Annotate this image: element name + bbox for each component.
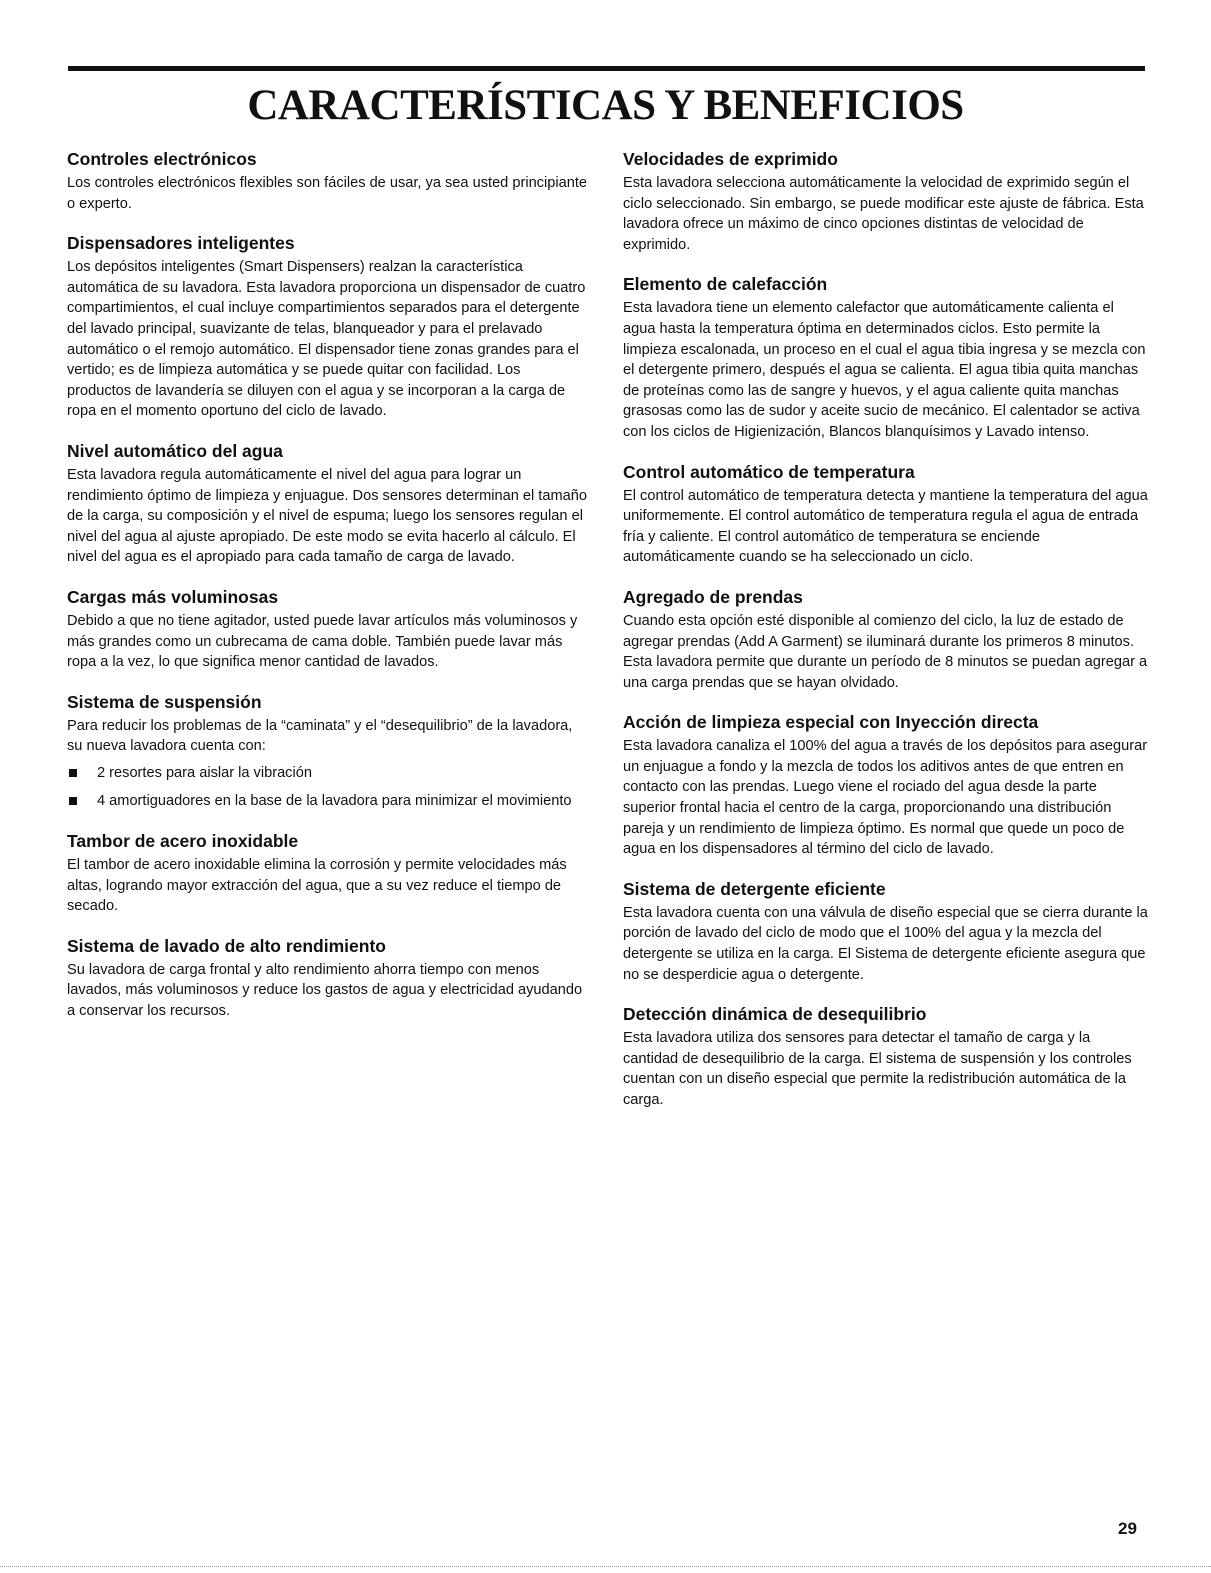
left-column <box>67 148 587 1040</box>
list-item <box>67 791 587 812</box>
bottom-dotted-border <box>0 1566 1211 1567</box>
section-body: Su lavadora de carga frontal y alto rendimiento ahorra tiempo con menos lavados, más voluminosos y reduce los gastos de agua y electricidad ayudando a conservar los recursos. <box>67 961 583 1020</box>
section-heading: Sistema de suspensión <box>67 691 262 712</box>
section-sistema-detergente-eficiente <box>623 878 1148 985</box>
section-body: Esta lavadora regula automáticamente el nivel del agua para lograr un rendimiento óptimo de limpieza y enjuague. Dos sensores determinan el tamaño de la carga, su composición y el nivel de espuma; luego los sensores regulan el nivel del agua al ajuste apropiado. De este modo se evita hacerlo al cálculo. El nivel del agua es el apropiado para cada tamaño de carga de lavado. <box>67 466 587 566</box>
section-body: Esta lavadora canaliza el 100% del agua a través de los depósitos para asegurar un enjuague a fondo y la mezcla de todos los aditivos antes de que entren en contacto con las prendas. Luego viene el rociado del agua desde la parte superior frontal hacia el centro de la carga, proporcionando una distribución pareja y un rendimiento de limpieza óptimo. Es normal que quede un poco de agua en los dispensadores al término del ciclo de lavado. <box>623 738 1148 858</box>
header-rule <box>68 66 1145 71</box>
section-nivel-automatico-agua <box>67 440 587 568</box>
section-body: Los controles electrónicos flexibles son fáciles de usar, ya sea usted principiante o experto. <box>67 175 587 212</box>
section-velocidades-exprimido <box>623 148 1148 255</box>
section-body: Esta lavadora utiliza dos sensores para detectar el tamaño de carga y la cantidad de desequilibrio de la carga. El sistema de suspensión y los controles cuentan con un diseño especial que permite la redistribución automática de la carga. <box>623 1030 1132 1108</box>
section-sistema-lavado-alto-rendimiento <box>67 935 587 1022</box>
section-heading: Dispensadores inteligentes <box>67 233 295 254</box>
section-heading: Agregado de prendas <box>623 586 803 607</box>
section-heading: Sistema de detergente eficiente <box>623 878 886 899</box>
section-heading: Sistema de lavado de alto rendimiento <box>67 935 386 956</box>
section-heading: Cargas más voluminosas <box>67 586 279 607</box>
section-heading: Tambor de acero inoxidable <box>67 831 299 852</box>
section-dispensadores-inteligentes <box>67 232 587 422</box>
section-control-automatico-temperatura <box>623 461 1148 568</box>
right-column <box>623 148 1148 1129</box>
list-item <box>67 763 587 784</box>
page-number: 29 <box>1118 1519 1137 1538</box>
section-body: Los depósitos inteligentes (Smart Dispensers) realzan la característica automática de su lavadora. Esta lavadora proporciona un dispensador de cuatro compartimientos, el cual incluye compartimientos separados para el detergente del lavado principal, suavizante de telas, blanqueador y para el prelavado automático o el remojo automático. El dispensador tiene zonas grandes para el vertido; es de limpieza automática y se puede quitar con facilidad. Los productos de lavandería se diluyen con el agua y se incorporan a la carga de ropa en el momento oportuno del ciclo de lavado. <box>67 259 586 420</box>
section-heading: Nivel automático del agua <box>67 440 283 461</box>
section-deteccion-dinamica-desequilibrio <box>623 1003 1148 1110</box>
square-bullet-icon <box>69 769 77 777</box>
section-accion-limpieza-especial <box>623 711 1148 860</box>
section-controles-electronicos <box>67 148 587 214</box>
section-body: Esta lavadora selecciona automáticamente la velocidad de exprimido según el ciclo seleccionado. Sin embargo, se puede modificar este ajuste de fábrica. Esta lavadora ofrece un máximo de cinco opciones distintas de velocidad de exprimido. <box>623 175 1144 253</box>
page-title: CARACTERÍSTICAS Y BENEFICIOS <box>247 82 964 129</box>
section-elemento-calefaccion <box>623 273 1148 442</box>
section-body: Cuando esta opción esté disponible al comienzo del ciclo, la luz de estado de agregar prendas (Add A Garment) se iluminará durante los primeros 8 minutos. Esta lavadora permite que durante un período de 8 minutos se puedan agregar a una carga prendas que se hayan olvidado. <box>623 612 1148 691</box>
section-agregado-prendas <box>623 586 1148 693</box>
list-item-text: 4 amortiguadores en la base de la lavadora para minimizar el movimiento <box>97 793 572 810</box>
section-cargas-mas-voluminosas <box>67 586 587 673</box>
section-sistema-suspension <box>67 691 587 812</box>
section-heading: Elemento de calefacción <box>623 274 828 295</box>
list-item-text: 2 resortes para aislar la vibración <box>97 764 312 781</box>
bullet-list <box>67 763 587 812</box>
section-heading: Acción de limpieza especial con Inyección directa <box>623 712 1039 733</box>
section-body: Esta lavadora tiene un elemento calefactor que automáticamente calienta el agua hasta la temperatura óptima en determinados ciclos. Esto permite la limpieza escalonada, un proceso en el cual el agua tibia ingresa y se mezcla con el detergente primero, después el agua se calienta. El agua tibia quita manchas de proteínas como las de sangre y huevos, y el agua caliente quita manchas grasosas como las de sudor y aceite sucio de mecánico. El calentador se activa con los ciclos de Higienización, Blancos blanquísimos y Lavado intenso. <box>623 300 1146 440</box>
section-heading: Detección dinámica de desequilibrio <box>623 1004 927 1025</box>
section-body: El control automático de temperatura detecta y mantiene la temperatura del agua uniformemente. El control automático de temperatura regula el agua de entrada fría y caliente. El control automático de temperatura se enciende automáticamente cuando se ha seleccionado un ciclo. <box>623 487 1148 566</box>
section-body: Para reducir los problemas de la “caminata” y el “desequilibrio” de la lavadora, su nueva lavadora cuenta con: <box>67 717 573 755</box>
section-body: Esta lavadora cuenta con una válvula de diseño especial que se cierra durante la porción de lavado del ciclo de modo que el 100% del agua y la mezcla del detergente se utiliza en la carga. El Sistema de detergente eficiente asegura que no se desperdicie agua o detergente. <box>623 904 1148 983</box>
section-tambor-acero-inoxidable <box>67 830 587 917</box>
section-heading: Controles electrónicos <box>67 149 257 169</box>
square-bullet-icon <box>69 797 77 805</box>
section-body: El tambor de acero inoxidable elimina la corrosión y permite velocidades más altas, logrando mayor extracción del agua, que a su vez reduce el tiempo de secado. <box>67 857 567 915</box>
section-heading: Velocidades de exprimido <box>623 149 838 169</box>
section-heading: Control automático de temperatura <box>623 461 915 482</box>
section-body: Debido a que no tiene agitador, usted puede lavar artículos más voluminosos y más grandes como un cubrecama de cama doble. También puede lavar más ropa a la vez, lo que significa menor cantidad de lavados. <box>67 612 578 671</box>
